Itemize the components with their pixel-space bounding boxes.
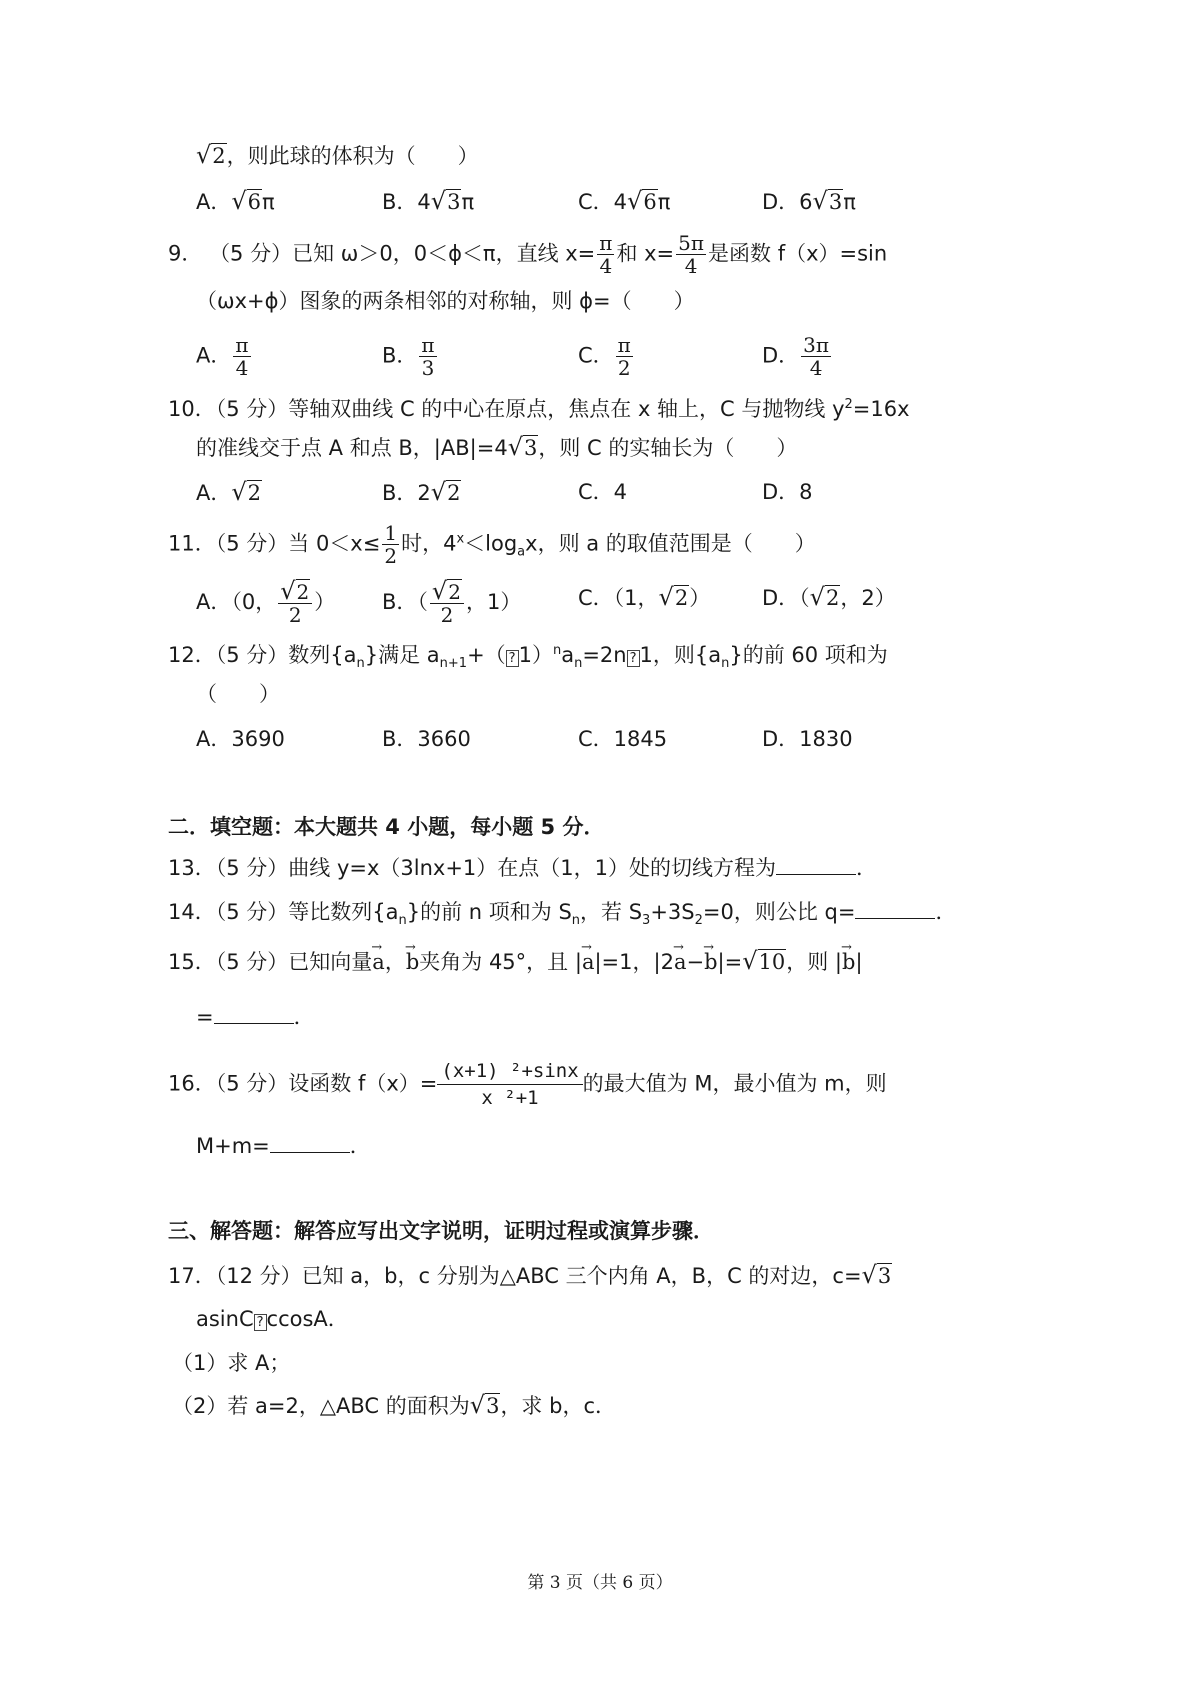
fraction: $\frac{\pi}{4}$: [599, 231, 613, 278]
q12-option-c: C．1845: [578, 727, 668, 751]
q11-option-d: D．（√2，2）: [762, 583, 896, 611]
q12-stem-line1: 12．（5 分）数列$\{a_n\}$满足 $a_{n+1}+$（ ? $1)^na_n=2n$ ? 1，则$\{a_n\}$的前 60 项和为: [168, 643, 888, 672]
q11-option-b: B．（ $\frac{√2}{2}$ ，1）: [382, 577, 522, 627]
q8-option-a: A．√6π: [196, 187, 275, 215]
sqrt-2: √2: [196, 141, 226, 169]
q10-option-c: C．4: [578, 480, 628, 504]
q9-option-b: B． $\frac{\pi}{3}$: [382, 333, 435, 380]
question-number: 15．: [168, 950, 216, 974]
vector-b: → b: [406, 947, 419, 977]
q9-option-a: A． $\frac{\pi}{4}$: [196, 333, 249, 380]
q10-option-d: D．8: [762, 480, 813, 504]
answer-blank: [776, 856, 856, 875]
q9-stem-line1: 9． （5 分）已知 ω＞0，0＜ϕ＜π，直线 x= $\frac{\pi}{4}$ 和 x= $\frac{5\pi}{4}$ 是函数 f（x）=sin: [168, 231, 888, 278]
q17-part1: （1）求 A；: [172, 1351, 291, 1375]
page-footer: 第 3 页（共 6 页）: [527, 1573, 673, 1593]
q12-option-d: D．1830: [762, 727, 853, 751]
fraction: $\frac{\text{(x+1) ²+sinx}}{\text{x ²+1}}$: [437, 1058, 582, 1111]
q17-stem-line2: asinC ? ccosA．: [196, 1307, 349, 1331]
q9-stem-line2: （ωx+ϕ）图象的两条相邻的对称轴，则 ϕ=（ ）: [196, 289, 695, 313]
answer-blank: [214, 1005, 294, 1024]
vector-a: → a: [372, 947, 385, 977]
q11-option-a: A．（0， $\frac{√2}{2}$ ）: [196, 577, 336, 627]
q16-stem-line2: M+m= ．: [196, 1134, 371, 1158]
missing-glyph-icon: ?: [254, 1314, 267, 1331]
q9-option-c: C． $\frac{\pi}{2}$: [578, 333, 631, 380]
q8-option-d: D．6√3π: [762, 187, 856, 215]
vector-b: → b: [842, 947, 855, 977]
q10-stem-line1: 10．（5 分）等轴双曲线 C 的中心在原点，焦点在 x 轴上，C 与抛物线 $y^2=16x$: [168, 397, 910, 421]
vector-b: → b: [704, 947, 717, 977]
q11-stem: 11．（5 分）当 0＜x≤ $\frac{1}{2}$ 时，$4^x<\log_ax$，则 a 的取值范围是（ ）: [168, 521, 816, 568]
question-number: 11．: [168, 531, 216, 556]
answer-blank: [270, 1134, 350, 1153]
vector-a: → a: [674, 947, 687, 977]
question-number: 14．: [168, 900, 216, 924]
q10-option-a: A．√2: [196, 478, 262, 506]
question-number: 17．: [168, 1264, 216, 1288]
section-heading-solutions: 三、解答题：解答应写出文字说明，证明过程或演算步骤．: [168, 1219, 714, 1243]
fraction: $\frac{5\pi}{4}$: [678, 231, 705, 278]
q9-option-d: D． $\frac{3\pi}{4}$: [762, 333, 830, 380]
q16-stem-line1: 16．（5 分）设函数 f（x）= $\frac{\text{(x+1) ²+sinx}}{\text{x ²+1}}$的最大值为 M，最小值为 m，则: [168, 1060, 887, 1109]
answer-blank: [855, 900, 935, 919]
q8-option-c: C．4√6π: [578, 187, 671, 215]
missing-glyph-icon: ?: [627, 650, 640, 667]
missing-glyph-icon: ?: [506, 650, 519, 667]
q12-stem-line2: （ ）: [196, 682, 280, 706]
q15-stem-line1: 15．（5 分）已知向量→ a，→ b夹角为 45°，且 |→ a|=1，|2→ a−→ b|=√10，则 |→ b|: [168, 946, 863, 977]
question-number: 9．: [168, 241, 203, 266]
question-number: 16．: [168, 1071, 216, 1096]
q14-stem: 14．（5 分）等比数列$\{a_n\}$的前 n 项和为 $S_n$，若 $S_3+3S_2=0$，则公比 q= ．: [168, 900, 957, 929]
q17-part2: （2）若 a=2，△ABC 的面积为√3，求 b，c．: [172, 1391, 616, 1419]
q12-option-a: A．3690: [196, 727, 285, 751]
q8-option-b: B．4√3π: [382, 187, 475, 215]
q15-stem-line2: = ．: [196, 1005, 315, 1029]
q10-stem-line2: 的准线交于点 A 和点 B，|AB|=4√3，则 C 的实轴长为（ ）: [196, 433, 798, 461]
question-number: 10．: [168, 397, 216, 421]
q10-option-b: B．2√2: [382, 478, 461, 506]
q13-stem: 13．（5 分）曲线 y=x（3lnx+1）在点（1，1）处的切线方程为 ．: [168, 856, 878, 880]
vector-a: → a: [582, 947, 595, 977]
q8-stem-tail: √2，则此球的体积为（ ）: [196, 141, 479, 169]
question-number: 12．: [168, 643, 216, 667]
section-heading-fill-in: 二．填空题：本大题共 4 小题，每小题 5 分．: [168, 815, 605, 839]
q12-option-b: B．3660: [382, 727, 471, 751]
q11-option-c: C．（1，√2）: [578, 583, 711, 611]
question-number: 13．: [168, 856, 216, 880]
q17-stem-line1: 17．（12 分）已知 a，b，c 分别为△ABC 三个内角 A，B，C 的对边，c=√3: [168, 1261, 892, 1289]
